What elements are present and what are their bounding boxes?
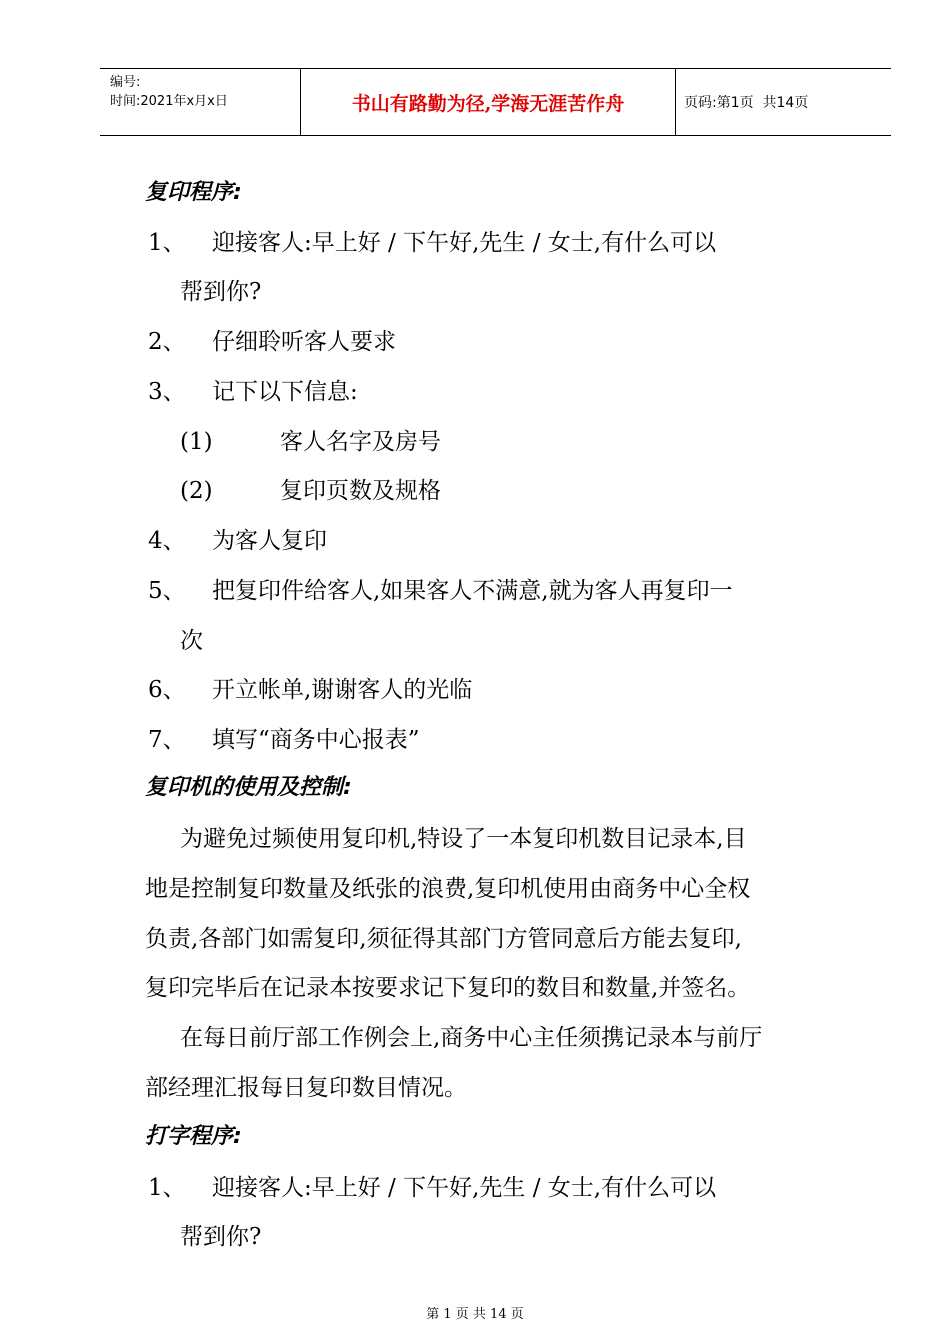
list-item: 1、 迎接客人:早上好 / 下午好,先生 / 女士,有什么可以 [148, 230, 717, 256]
list-item: 6、 开立帐单,谢谢客人的光临 [148, 677, 473, 703]
sub-list-item: (2) 复印页数及规格 [180, 478, 441, 504]
header-page-info [676, 69, 891, 135]
paragraph-line: 地是控制复印数量及纸张的浪费,复印机使用由商务中心全权 [145, 876, 751, 902]
list-item-continuation: 次 [180, 628, 203, 654]
paragraph-line: 为避免过频使用复印机,特设了一本复印机数目记录本,目 [180, 826, 747, 852]
section-title-copy: 复印程序: [145, 180, 242, 205]
paragraph-line: 在每日前厅部工作例会上,商务中心主任须携记录本与前厅 [180, 1025, 763, 1051]
paragraph-line: 负责,各部门如需复印,须征得其部门方管同意后方能去复印, [145, 926, 742, 952]
list-item-continuation: 帮到你? [180, 1224, 262, 1250]
list-item: 7、 填写“商务中心报表” [148, 727, 420, 753]
list-item: 5、 把复印件给客人,如果客人不满意,就为客人再复印一 [148, 578, 733, 604]
page-info-text: 页码:第1页 共14页 [684, 95, 809, 111]
section-title-machine: 复印机的使用及控制: [145, 775, 352, 800]
sub-list-item: (1) 客人名字及房号 [180, 429, 441, 455]
header-meta [100, 69, 301, 135]
list-item-continuation: 帮到你? [180, 279, 262, 305]
section-title-typing: 打字程序: [145, 1124, 242, 1149]
page-footer: 第 1 页 共 14 页 [426, 1307, 524, 1322]
time-label: 时间:2021年x月x日 [110, 94, 228, 109]
paragraph-line: 部经理汇报每日复印数目情况。 [145, 1075, 467, 1101]
paragraph-line: 复印完毕后在记录本按要求记下复印的数目和数量,并签名。 [145, 975, 751, 1001]
list-item: 1、 迎接客人:早上好 / 下午好,先生 / 女士,有什么可以 [148, 1175, 717, 1201]
list-item: 4、 为客人复印 [148, 528, 327, 554]
code-label: 编号: [110, 75, 141, 90]
list-item: 3、 记下以下信息: [148, 379, 358, 405]
header-motto: 书山有路勤为径,学海无涯苦作舟 [301, 69, 676, 135]
document-header [100, 68, 891, 136]
list-item: 2、 仔细聆听客人要求 [148, 329, 396, 355]
